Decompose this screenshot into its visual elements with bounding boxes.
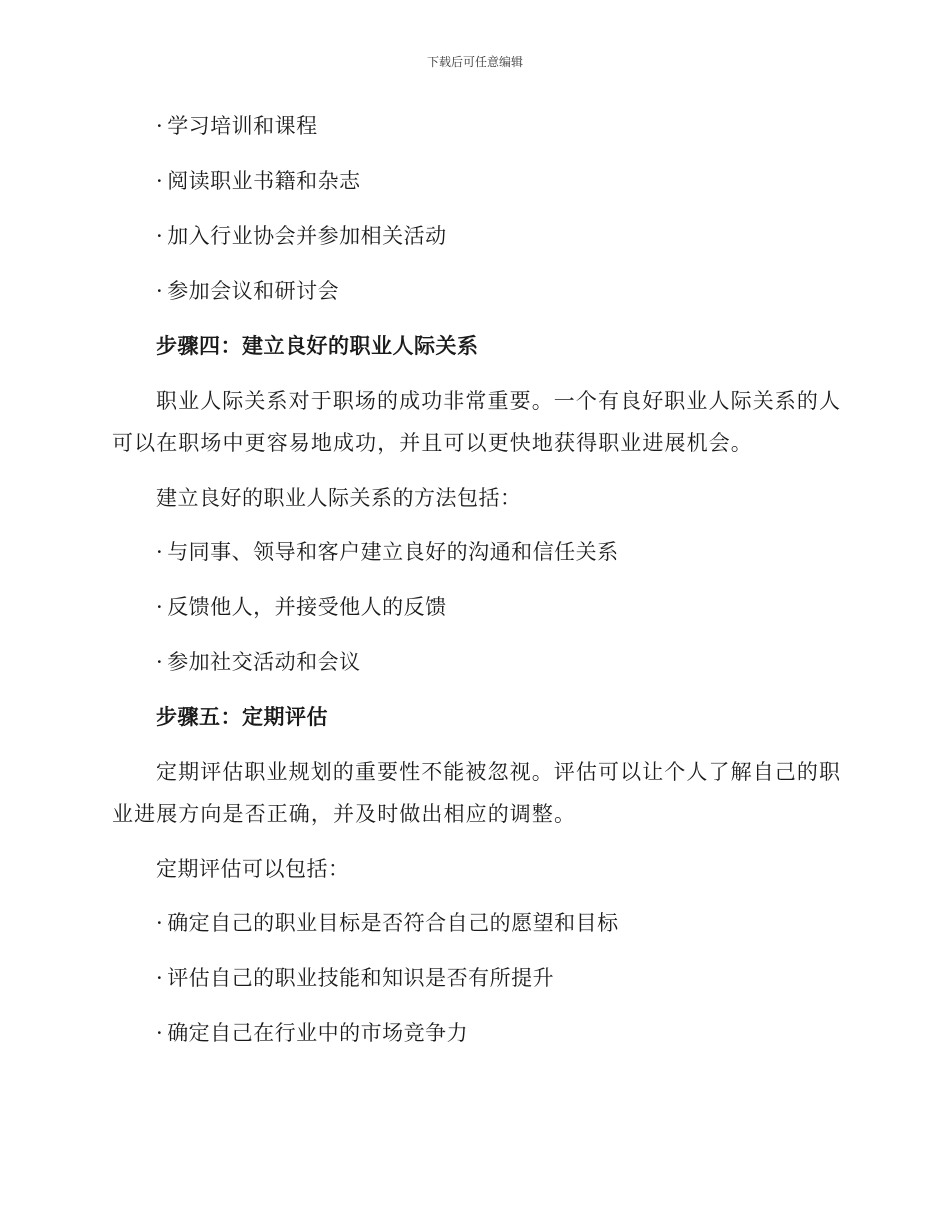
step5-heading: 步骤五：定期评估 — [156, 704, 328, 729]
step4-paragraph-line: 职业人际关系对于职场的成功非常重要。一个有良好职业人际关系的人 — [156, 389, 842, 413]
list-item: · 确定自己在行业中的市场竞争力 — [156, 1018, 468, 1048]
step5-paragraph-line: 定期评估职业规划的重要性不能被忽视。评估可以让个人了解自己的职 — [156, 760, 842, 784]
page-header: 下载后可任意编辑 — [426, 55, 523, 69]
list-item: · 学习培训和课程 — [156, 111, 318, 141]
list-item: · 阅读职业书籍和杂志 — [156, 166, 361, 196]
list-item: · 加入行业协会并参加相关活动 — [156, 221, 447, 251]
step4-heading: 步骤四：建立良好的职业人际关系 — [156, 333, 479, 358]
step5-methods-intro: 定期评估可以包括： — [156, 857, 350, 881]
list-item: · 评估自己的职业技能和知识是否有所提升 — [156, 963, 554, 993]
step4-paragraph-line: 可以在职场中更容易地成功，并且可以更快地获得职业进展机会。 — [112, 431, 753, 455]
list-item: · 确定自己的职业目标是否符合自己的愿望和目标 — [156, 908, 619, 938]
step4-methods-intro: 建立良好的职业人际关系的方法包括： — [156, 486, 522, 510]
list-item: · 反馈他人，并接受他人的反馈 — [156, 592, 447, 622]
list-item: · 参加会议和研讨会 — [156, 276, 339, 306]
list-item: · 参加社交活动和会议 — [156, 647, 361, 677]
list-item: · 与同事、领导和客户建立良好的沟通和信任关系 — [156, 537, 619, 567]
step5-paragraph-line: 业进展方向是否正确，并及时做出相应的调整。 — [112, 802, 577, 826]
